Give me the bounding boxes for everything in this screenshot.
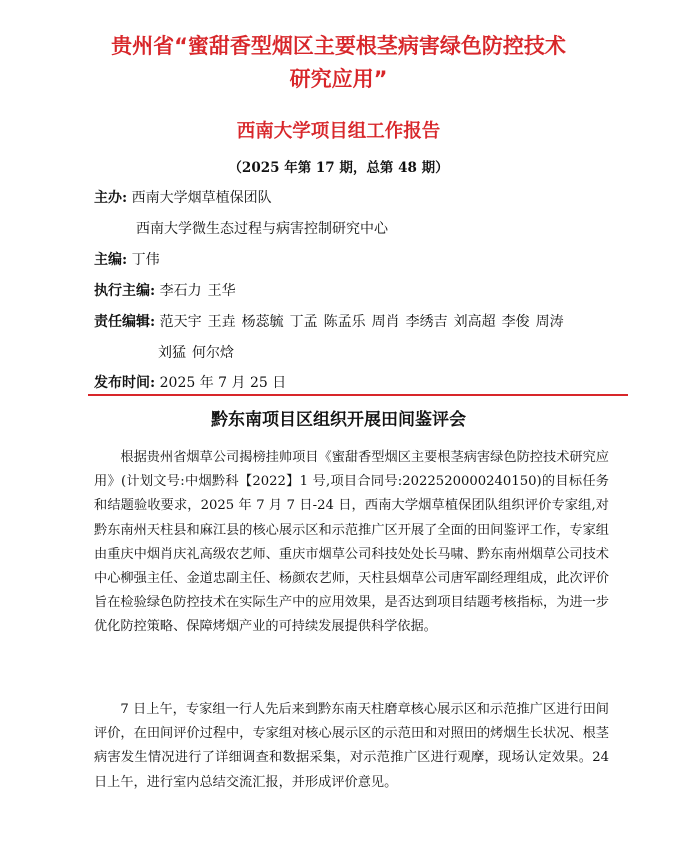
resp-editor-label: 责任编辑: [94, 314, 156, 330]
publish-date: 2025 年 7 月 25 日 [159, 375, 287, 391]
exec-editor-name: 王华 [207, 283, 236, 299]
red-divider [88, 394, 628, 396]
article-paragraph-1: 根据贵州省烟草公司揭榜挂帅项目《蜜甜香型烟区主要根茎病害绿色防控技术研究应用》(计划文号:中烟黔科【2022】1 号,项目合同号:2022520000240150)的目标任务和结题验收要求，2025 年 7 月 7 日-24 日，西南大学烟草植保团队组织评价专家组,对黔东南州天柱县和麻江县的核心展示区和示范推广区开展了全面的田间鉴评工作，专家组由重庆中烟肖庆礼高级农艺师、重庆市烟草公司科技处处长马啸、黔东南州烟草公司技术中心柳强主任、金道忠副主任、杨颜农艺师，天柱县烟草公司唐军副经理组成，此次评价旨在检验绿色防控技术在实际生产中的应用效果，是否达到项目结题考核指标，为进一步优化防控策略、保障烤烟产业的可持续发展提供科学依据。 [94, 450, 609, 635]
resp-editor-name: 杨蕊毓 [241, 314, 284, 330]
exec-editor-label: 执行主编: [94, 283, 156, 299]
resp-editor-name: 何尔焓 [192, 345, 234, 361]
resp-editor-line-2 [158, 342, 234, 362]
host-2: 西南大学微生态过程与病害控制研究中心 [136, 221, 388, 237]
date-line [94, 372, 286, 392]
resp-editor-line [94, 311, 564, 331]
editor-label: 主编: [94, 252, 128, 268]
resp-editor-name: 王垚 [207, 314, 236, 330]
editor-line [94, 249, 160, 269]
exec-editor-line [94, 280, 236, 300]
report-title-line1: 贵州省“蜜甜香型烟区主要根茎病害绿色防控技术 [111, 34, 566, 58]
host-label: 主办: [94, 190, 128, 206]
host-line [94, 187, 272, 207]
resp-editor-name: 李绣吉 [405, 314, 448, 330]
resp-editor-name: 丁孟 [289, 314, 318, 330]
resp-editor-name: 陈孟乐 [323, 314, 366, 330]
exec-editor-name: 李石力 [159, 283, 202, 299]
issue-number: （2025 年第 17 期，总第 48 期） [228, 160, 449, 176]
report-title-line2: 研究应用” [289, 67, 388, 91]
resp-editor-name: 刘猛 [158, 345, 186, 361]
host-line-2 [136, 218, 388, 238]
article-paragraph-2: 7 日上午，专家组一行人先后来到黔东南天柱磨章核心展示区和示范推广区进行田间评价，在田间评价过程中，专家组对核心展示区的示范田和对照田的烤烟生长状况、根茎病害发生情况进行了详细调查和数据采集，对示范推广区进行观摩，现场认定效果。24 日上午，进行室内总结交流汇报，并形成评价意见。 [94, 702, 609, 790]
editor-name: 丁伟 [131, 252, 160, 268]
resp-editor-name: 周涛 [535, 314, 564, 330]
resp-editor-name: 李俊 [501, 314, 530, 330]
article-headline: 黔东南项目区组织开展田间鉴评会 [211, 410, 466, 430]
resp-editor-name: 刘高超 [453, 314, 496, 330]
resp-editor-name: 周肖 [371, 314, 400, 330]
resp-editor-name: 范天宇 [159, 314, 202, 330]
date-label: 发布时间: [94, 375, 156, 391]
report-subtitle: 西南大学项目组工作报告 [236, 121, 441, 142]
host-1: 西南大学烟草植保团队 [131, 190, 272, 206]
